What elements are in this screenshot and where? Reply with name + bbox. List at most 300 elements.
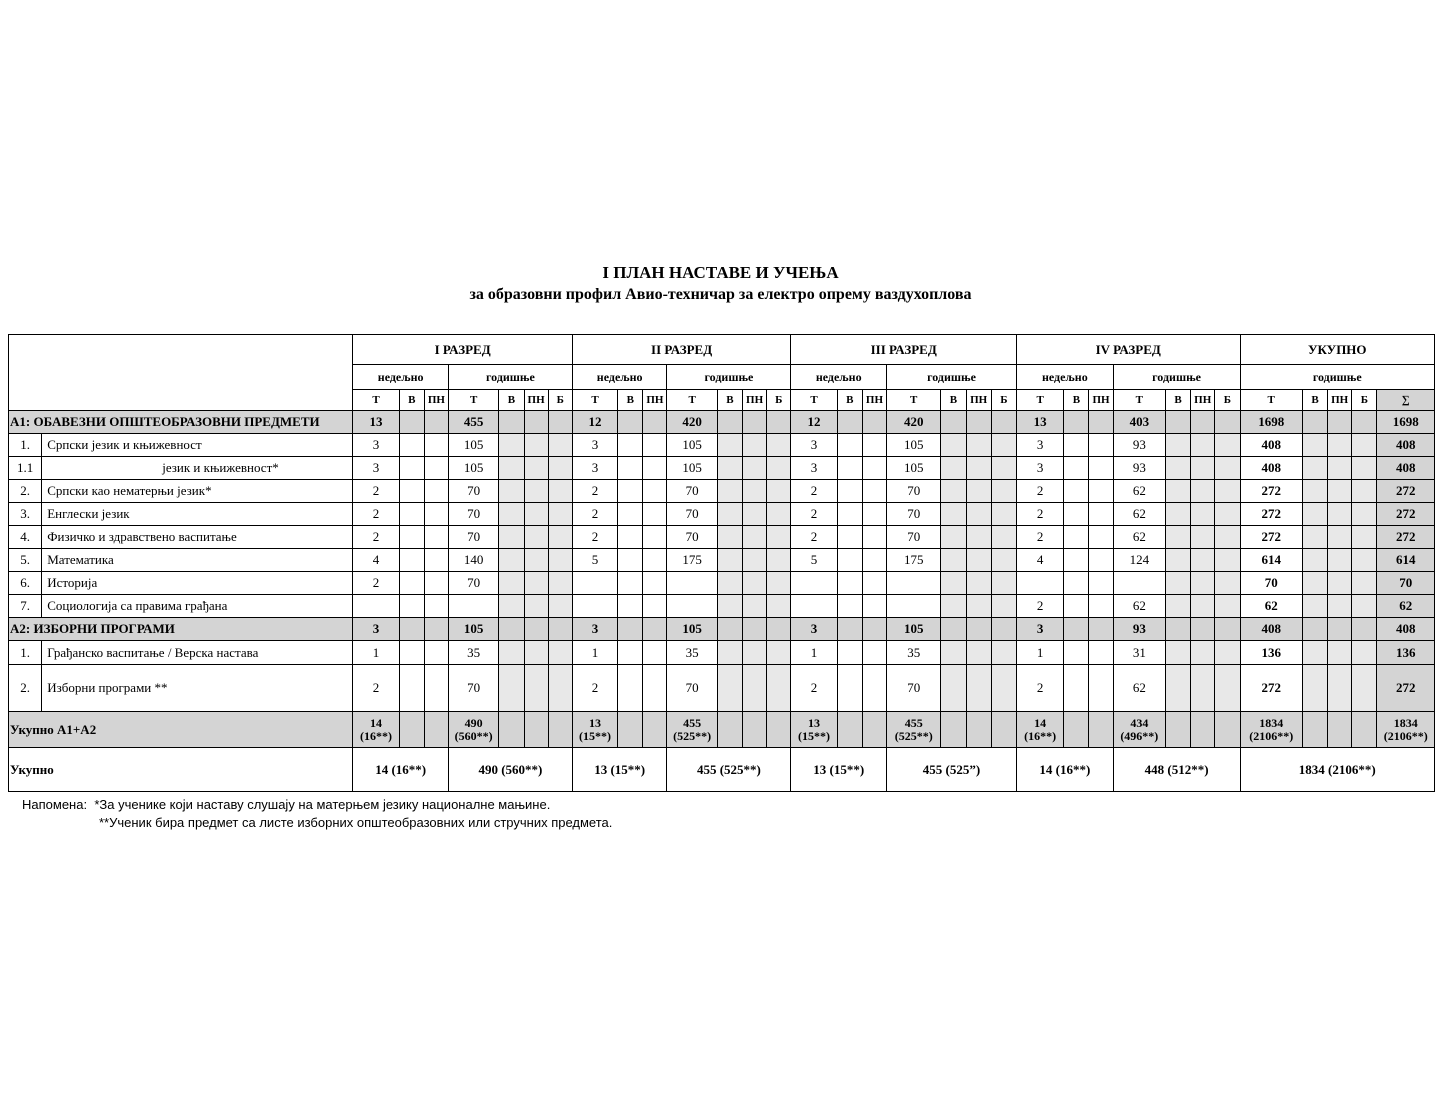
col-t: Т <box>572 390 617 411</box>
col-b: Б <box>548 390 572 411</box>
empty-cell <box>499 572 524 595</box>
weekly-header: недељно <box>791 365 887 390</box>
empty-cell <box>1215 526 1240 549</box>
weekly-t-value: 2 <box>791 503 837 526</box>
empty-cell <box>1089 503 1113 526</box>
yearly-t-value: 70 <box>667 665 717 712</box>
empty-cell <box>1328 526 1352 549</box>
total-t-value: 272 <box>1240 665 1302 712</box>
empty-cell <box>717 434 742 457</box>
grade-header: IV РАЗРЕД <box>1017 335 1241 365</box>
empty-cell <box>743 665 767 712</box>
weekly-t-value: 12 <box>572 411 617 434</box>
empty-cell <box>643 618 667 641</box>
empty-cell <box>743 503 767 526</box>
empty-cell <box>499 457 524 480</box>
empty-cell <box>941 526 966 549</box>
total-weekly: 13 (15**) <box>791 748 887 792</box>
empty-cell <box>643 526 667 549</box>
empty-cell <box>1352 457 1377 480</box>
note-line-1 <box>22 796 612 814</box>
col-v: В <box>837 390 862 411</box>
empty-cell <box>424 595 448 618</box>
empty-cell <box>767 641 791 665</box>
empty-cell <box>1328 665 1352 712</box>
empty-cell <box>618 618 643 641</box>
total-alt: (560**) <box>454 728 493 743</box>
title-block <box>0 262 1441 306</box>
empty-cell <box>1215 572 1240 595</box>
weekly-t-value: 12 <box>791 411 837 434</box>
empty-cell <box>1215 503 1240 526</box>
empty-cell <box>1328 434 1352 457</box>
empty-cell <box>837 549 862 572</box>
total-main: 1834 <box>1259 715 1284 730</box>
empty-cell <box>991 503 1016 526</box>
weekly-t-value: 2 <box>1017 526 1064 549</box>
total-a1a2-value <box>572 712 617 748</box>
empty-cell <box>499 411 524 434</box>
empty-cell <box>1352 641 1377 665</box>
empty-cell <box>499 712 524 748</box>
row-number: 4. <box>9 526 42 549</box>
weekly-t-value: 3 <box>353 457 399 480</box>
empty-cell <box>1328 457 1352 480</box>
empty-cell <box>424 457 448 480</box>
empty-cell <box>424 665 448 712</box>
empty-cell <box>862 641 886 665</box>
empty-cell <box>1165 411 1190 434</box>
empty-cell <box>767 503 791 526</box>
total-alt: (16**) <box>360 728 392 743</box>
weekly-t-value: 2 <box>353 526 399 549</box>
empty-cell <box>424 618 448 641</box>
empty-cell <box>499 618 524 641</box>
empty-cell <box>862 526 886 549</box>
empty-cell <box>399 434 424 457</box>
yearly-t-value <box>667 595 717 618</box>
empty-cell <box>1165 526 1190 549</box>
empty-cell <box>862 712 886 748</box>
empty-cell <box>767 411 791 434</box>
yearly-t-value: 62 <box>1113 480 1165 503</box>
weekly-header: недељно <box>353 365 449 390</box>
empty-cell <box>1165 457 1190 480</box>
total-alt: (2106**) <box>1249 728 1294 743</box>
weekly-t-value: 3 <box>353 434 399 457</box>
subject-name: Изборни програми ** <box>42 665 353 712</box>
empty-cell <box>966 572 991 595</box>
empty-cell <box>941 434 966 457</box>
empty-cell <box>1352 434 1377 457</box>
weekly-t-value: 3 <box>353 618 399 641</box>
empty-cell <box>1165 595 1190 618</box>
empty-cell <box>643 434 667 457</box>
empty-cell <box>1302 526 1327 549</box>
weekly-t-value: 2 <box>572 480 617 503</box>
empty-cell <box>767 618 791 641</box>
weekly-t-value: 2 <box>353 480 399 503</box>
empty-cell <box>1064 665 1089 712</box>
weekly-t-value: 4 <box>353 549 399 572</box>
empty-cell <box>499 665 524 712</box>
yearly-t-value: 35 <box>448 641 498 665</box>
empty-cell <box>1328 480 1352 503</box>
total-a1a2-value <box>791 712 837 748</box>
weekly-t-value: 2 <box>353 572 399 595</box>
empty-cell <box>1191 549 1215 572</box>
weekly-header: недељно <box>1017 365 1114 390</box>
total-t-value: 272 <box>1240 526 1302 549</box>
empty-cell <box>524 411 548 434</box>
empty-cell <box>1165 549 1190 572</box>
empty-cell <box>1328 641 1352 665</box>
empty-cell <box>837 641 862 665</box>
empty-cell <box>966 480 991 503</box>
col-pn: ПН <box>424 390 448 411</box>
empty-cell <box>743 712 767 748</box>
empty-cell <box>991 595 1016 618</box>
weekly-t-value: 2 <box>572 526 617 549</box>
empty-cell <box>1064 411 1089 434</box>
weekly-t-value: 2 <box>1017 595 1064 618</box>
grade-header: II РАЗРЕД <box>572 335 791 365</box>
empty-cell <box>966 595 991 618</box>
weekly-t-value: 5 <box>791 549 837 572</box>
empty-cell <box>1191 595 1215 618</box>
total-a1a2-value <box>1240 712 1302 748</box>
empty-cell <box>743 641 767 665</box>
empty-cell <box>767 549 791 572</box>
empty-cell <box>1064 618 1089 641</box>
empty-cell <box>941 457 966 480</box>
yearly-t-value: 105 <box>667 434 717 457</box>
total-t-value: 62 <box>1240 595 1302 618</box>
col-t: Т <box>667 390 717 411</box>
row-number: 2. <box>9 665 42 712</box>
empty-cell <box>862 480 886 503</box>
row-number: 1. <box>9 641 42 665</box>
weekly-t-value: 3 <box>572 618 617 641</box>
empty-cell <box>1089 480 1113 503</box>
row-number: 5. <box>9 549 42 572</box>
empty-cell <box>1191 503 1215 526</box>
empty-cell <box>1089 434 1113 457</box>
empty-cell <box>717 712 742 748</box>
empty-cell <box>966 411 991 434</box>
empty-cell <box>524 595 548 618</box>
weekly-t-value: 3 <box>791 434 837 457</box>
empty-cell <box>1165 665 1190 712</box>
empty-cell <box>643 480 667 503</box>
col-v: В <box>1064 390 1089 411</box>
yearly-t-value: 70 <box>448 665 498 712</box>
empty-cell <box>717 526 742 549</box>
weekly-t-value: 2 <box>353 503 399 526</box>
empty-cell <box>1352 572 1377 595</box>
empty-cell <box>862 411 886 434</box>
yearly-t-value: 35 <box>667 641 717 665</box>
empty-cell <box>1328 572 1352 595</box>
section-a2-label: A2: ИЗБОРНИ ПРОГРАМИ <box>9 618 353 641</box>
empty-cell <box>1165 572 1190 595</box>
empty-cell <box>618 411 643 434</box>
weekly-t-value <box>572 572 617 595</box>
empty-cell <box>424 526 448 549</box>
empty-cell <box>941 641 966 665</box>
empty-cell <box>424 503 448 526</box>
empty-cell <box>717 503 742 526</box>
empty-cell <box>1352 549 1377 572</box>
empty-cell <box>966 434 991 457</box>
empty-cell <box>1352 503 1377 526</box>
empty-cell <box>743 526 767 549</box>
empty-cell <box>499 503 524 526</box>
yearly-t-value: 403 <box>1113 411 1165 434</box>
empty-cell <box>1064 526 1089 549</box>
empty-cell <box>743 411 767 434</box>
empty-cell <box>966 503 991 526</box>
yearly-header: годишње <box>448 365 572 390</box>
col-sum: ∑ <box>1377 390 1435 411</box>
weekly-t-value: 2 <box>1017 503 1064 526</box>
page-subtitle: за образовни профил Авио-техничар за електро опрему ваздухоплова <box>469 286 972 303</box>
empty-cell <box>424 549 448 572</box>
yearly-t-value: 70 <box>448 480 498 503</box>
empty-cell <box>966 526 991 549</box>
empty-cell <box>991 457 1016 480</box>
empty-cell <box>966 549 991 572</box>
total-label: Укупно <box>9 748 353 792</box>
total-main: 434 <box>1130 715 1149 730</box>
total-main: 455 <box>904 715 923 730</box>
empty-cell <box>941 411 966 434</box>
empty-cell <box>991 411 1016 434</box>
row-number: 1. <box>9 434 42 457</box>
empty-cell <box>941 712 966 748</box>
empty-cell <box>941 618 966 641</box>
empty-cell <box>1089 665 1113 712</box>
empty-cell <box>1302 618 1327 641</box>
total-sum-value: 272 <box>1377 503 1435 526</box>
total-overall: 1834 (2106**) <box>1240 748 1435 792</box>
empty-cell <box>618 712 643 748</box>
empty-cell <box>618 457 643 480</box>
empty-cell <box>717 411 742 434</box>
empty-cell <box>524 434 548 457</box>
empty-cell <box>399 595 424 618</box>
empty-cell <box>767 712 791 748</box>
empty-cell <box>618 503 643 526</box>
empty-cell <box>524 572 548 595</box>
total-alt: (15**) <box>579 728 611 743</box>
empty-cell <box>1064 712 1089 748</box>
empty-cell <box>991 480 1016 503</box>
empty-cell <box>837 434 862 457</box>
empty-cell <box>837 572 862 595</box>
empty-cell <box>717 618 742 641</box>
empty-cell <box>837 411 862 434</box>
empty-cell <box>1089 595 1113 618</box>
empty-cell <box>548 595 572 618</box>
empty-cell <box>424 712 448 748</box>
yearly-t-value: 175 <box>667 549 717 572</box>
weekly-t-value: 1 <box>353 641 399 665</box>
empty-cell <box>399 480 424 503</box>
empty-cell <box>399 549 424 572</box>
empty-cell <box>966 618 991 641</box>
empty-cell <box>941 503 966 526</box>
total-t-value: 408 <box>1240 457 1302 480</box>
total-sum-value: 70 <box>1377 572 1435 595</box>
empty-cell <box>1328 618 1352 641</box>
yearly-header: годишње <box>667 365 791 390</box>
yearly-t-value: 70 <box>448 572 498 595</box>
empty-cell <box>618 549 643 572</box>
empty-cell <box>941 572 966 595</box>
total-t-value: 614 <box>1240 549 1302 572</box>
col-t: Т <box>448 390 498 411</box>
col-b: Б <box>991 390 1016 411</box>
empty-cell <box>1352 480 1377 503</box>
col-b: Б <box>1215 390 1240 411</box>
total-yearly: 448 (512**) <box>1113 748 1240 792</box>
empty-cell <box>424 411 448 434</box>
col-v: В <box>399 390 424 411</box>
empty-cell <box>524 526 548 549</box>
total-a1a2-value <box>667 712 717 748</box>
empty-cell <box>618 595 643 618</box>
empty-cell <box>643 665 667 712</box>
yearly-t-value: 175 <box>887 549 941 572</box>
yearly-t-value: 93 <box>1113 434 1165 457</box>
row-number: 6. <box>9 572 42 595</box>
empty-cell <box>643 572 667 595</box>
empty-cell <box>1165 641 1190 665</box>
grade-header: УКУПНО <box>1240 335 1435 365</box>
yearly-t-value: 70 <box>667 503 717 526</box>
empty-cell <box>1089 457 1113 480</box>
col-pn: ПН <box>862 390 886 411</box>
total-t-value: 272 <box>1240 480 1302 503</box>
empty-cell <box>1215 549 1240 572</box>
empty-cell <box>548 641 572 665</box>
empty-cell <box>862 503 886 526</box>
empty-cell <box>643 503 667 526</box>
total-main: 490 <box>464 715 483 730</box>
note-text-1: *За ученике који наставу слушају на матерњем језику националне мањине. <box>94 797 551 812</box>
weekly-t-value: 2 <box>791 480 837 503</box>
empty-cell <box>1089 549 1113 572</box>
empty-cell <box>1215 595 1240 618</box>
total-main: 455 <box>683 715 702 730</box>
empty-cell <box>1328 549 1352 572</box>
total-alt: (525**) <box>673 728 712 743</box>
empty-cell <box>524 712 548 748</box>
note-prefix: Напомена: <box>22 797 88 812</box>
empty-cell <box>1302 595 1327 618</box>
header-blank <box>9 335 353 411</box>
total-sum-value: 408 <box>1377 457 1435 480</box>
empty-cell <box>1328 411 1352 434</box>
yearly-t-value: 105 <box>887 457 941 480</box>
empty-cell <box>1191 434 1215 457</box>
empty-cell <box>837 526 862 549</box>
empty-cell <box>548 411 572 434</box>
total-main: 1834 <box>1393 715 1418 730</box>
empty-cell <box>717 641 742 665</box>
empty-cell <box>941 595 966 618</box>
empty-cell <box>991 572 1016 595</box>
empty-cell <box>862 665 886 712</box>
empty-cell <box>767 526 791 549</box>
empty-cell <box>717 595 742 618</box>
weekly-t-value: 3 <box>572 434 617 457</box>
total-a1a2-value <box>1377 712 1435 748</box>
empty-cell <box>1064 480 1089 503</box>
empty-cell <box>643 457 667 480</box>
empty-cell <box>743 434 767 457</box>
empty-cell <box>399 457 424 480</box>
empty-cell <box>1302 549 1327 572</box>
col-pn: ПН <box>1089 390 1113 411</box>
subject-name: Историја <box>42 572 353 595</box>
empty-cell <box>1089 526 1113 549</box>
weekly-t-value: 2 <box>353 665 399 712</box>
yearly-t-value: 31 <box>1113 641 1165 665</box>
yearly-t-value: 93 <box>1113 618 1165 641</box>
empty-cell <box>643 641 667 665</box>
yearly-t-value: 420 <box>887 411 941 434</box>
empty-cell <box>399 572 424 595</box>
empty-cell <box>1302 503 1327 526</box>
empty-cell <box>548 457 572 480</box>
empty-cell <box>424 480 448 503</box>
total-t-value: 408 <box>1240 434 1302 457</box>
empty-cell <box>743 549 767 572</box>
total-alt: (16**) <box>1024 728 1057 743</box>
empty-cell <box>548 665 572 712</box>
weekly-t-value: 3 <box>791 618 837 641</box>
yearly-t-value: 93 <box>1113 457 1165 480</box>
empty-cell <box>499 641 524 665</box>
total-a1a2-value <box>887 712 941 748</box>
empty-cell <box>1302 411 1327 434</box>
empty-cell <box>424 434 448 457</box>
empty-cell <box>966 665 991 712</box>
empty-cell <box>1328 503 1352 526</box>
yearly-t-value: 105 <box>448 434 498 457</box>
weekly-header: недељно <box>572 365 667 390</box>
yearly-t-value: 105 <box>887 618 941 641</box>
empty-cell <box>524 665 548 712</box>
weekly-t-value <box>1017 572 1064 595</box>
empty-cell <box>837 595 862 618</box>
empty-cell <box>1352 618 1377 641</box>
empty-cell <box>717 665 742 712</box>
col-v: В <box>717 390 742 411</box>
empty-cell <box>524 503 548 526</box>
empty-cell <box>524 618 548 641</box>
yearly-t-value: 62 <box>1113 665 1165 712</box>
empty-cell <box>1215 411 1240 434</box>
empty-cell <box>1191 618 1215 641</box>
empty-cell <box>1165 480 1190 503</box>
total-main: 14 <box>1034 715 1047 730</box>
grade-header: I РАЗРЕД <box>353 335 573 365</box>
section-a1-label: A1: ОБАВЕЗНИ ОПШТЕОБРАЗОВНИ ПРЕДМЕТИ <box>9 411 353 434</box>
empty-cell <box>618 665 643 712</box>
